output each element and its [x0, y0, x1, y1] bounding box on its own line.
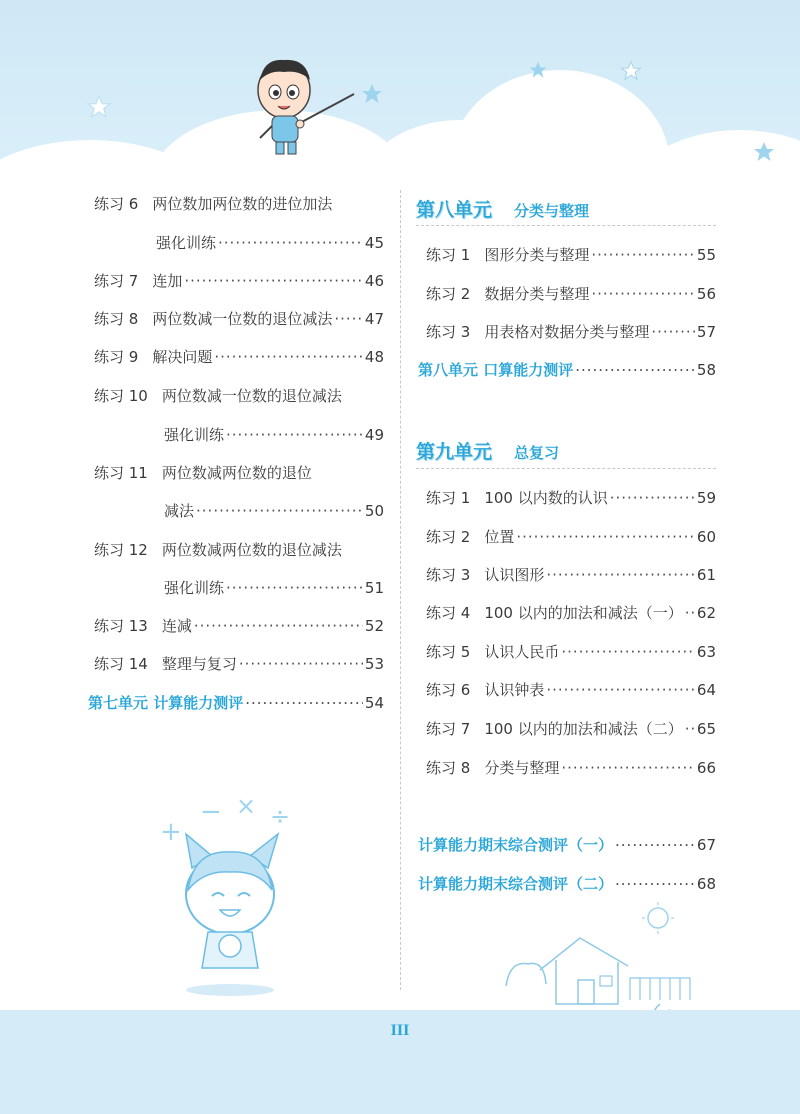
toc-entry[interactable]	[164, 424, 384, 445]
exercise-title: 解决问题	[152, 348, 213, 366]
page-number: 67	[696, 836, 716, 854]
page-number: 62	[696, 604, 716, 622]
toc-entry[interactable]	[426, 718, 716, 739]
exercise-title: 两位数减两位数的退位	[161, 464, 312, 482]
star-icon	[620, 60, 642, 82]
toc-entry[interactable]	[164, 577, 384, 598]
unit-test-entry[interactable]	[88, 692, 384, 713]
dot-leader	[575, 361, 695, 379]
exercise-number: 练习 12	[94, 541, 148, 559]
toc-entry[interactable]	[426, 641, 716, 662]
unit-title: 第八单元	[416, 199, 493, 221]
page-number: 64	[696, 681, 716, 699]
toc-entry[interactable]	[94, 346, 384, 367]
dot-leader	[214, 348, 363, 366]
page-number: 66	[696, 759, 716, 777]
toc-entry[interactable]	[94, 615, 384, 636]
page-number: 63	[696, 643, 716, 661]
star-icon	[528, 60, 548, 80]
page-number: 65	[696, 720, 716, 738]
exercise-number: 练习 6	[94, 195, 139, 213]
dot-leader	[196, 502, 363, 520]
toc-entry[interactable]	[164, 500, 384, 521]
toc-entry[interactable]	[94, 385, 384, 406]
exercise-number: 练习 3	[426, 323, 471, 341]
page-number: 53	[364, 655, 384, 673]
boy-teacher-illustration	[240, 50, 360, 160]
toc-entry[interactable]	[94, 193, 384, 214]
column-divider	[400, 190, 401, 990]
exercise-number: 练习 8	[94, 310, 139, 328]
final-test-entry[interactable]	[418, 873, 716, 894]
exercise-title: 两位数减一位数的退位减法	[152, 310, 333, 328]
dot-leader	[615, 836, 695, 854]
exercise-number: 练习 8	[426, 759, 471, 777]
dot-leader	[194, 617, 363, 635]
toc-entry[interactable]	[94, 308, 384, 329]
page-number: 59	[696, 489, 716, 507]
section-rule	[416, 468, 716, 469]
dot-leader	[615, 875, 695, 893]
toc-entry[interactable]	[94, 462, 384, 483]
toc-entry[interactable]	[426, 602, 716, 623]
page-number: 60	[696, 528, 716, 546]
dot-leader	[546, 566, 695, 584]
exercise-title: 减法	[164, 502, 195, 520]
exercise-number: 练习 13	[94, 617, 148, 635]
exercise-title: 两位数减两位数的退位减法	[161, 541, 342, 559]
unit-test-label: 第七单元 计算能力测评	[88, 694, 244, 712]
exercise-title: 图形分类与整理	[484, 246, 590, 264]
page-number: 52	[364, 617, 384, 635]
toc-entry[interactable]	[426, 679, 716, 700]
page-number: 50	[364, 502, 384, 520]
toc-entry[interactable]	[426, 244, 716, 265]
exercise-title: 强化训练	[164, 579, 225, 597]
page-number-roman: III	[390, 1022, 410, 1039]
dot-leader	[591, 285, 695, 303]
star-icon	[360, 82, 384, 106]
exercise-title: 认识人民币	[484, 643, 560, 661]
exercise-title: 两位数加两位数的进位加法	[152, 195, 333, 213]
exercise-title: 认识图形	[484, 566, 545, 584]
exercise-title: 连减	[161, 617, 192, 635]
exercise-title: 分类与整理	[484, 759, 560, 777]
page-number: 68	[696, 875, 716, 893]
exercise-title: 连加	[152, 272, 183, 290]
dot-leader	[245, 694, 363, 712]
unit-heading	[416, 195, 589, 222]
toc-entry[interactable]	[426, 564, 716, 585]
exercise-number: 练习 10	[94, 387, 148, 405]
dot-leader	[184, 272, 363, 290]
dot-leader	[561, 759, 695, 777]
exercise-title: 100 以内的加法和减法（二）	[484, 720, 683, 738]
unit-title: 第九单元	[416, 441, 493, 463]
toc-entry[interactable]	[94, 539, 384, 560]
dot-leader	[546, 681, 695, 699]
final-test-label: 计算能力期末综合测评（二）	[418, 875, 614, 893]
exercise-number: 练习 1	[426, 489, 471, 507]
dot-leader	[591, 246, 695, 264]
dot-leader	[334, 310, 363, 328]
toc-entry[interactable]	[94, 270, 384, 291]
svg-text:−: −	[200, 797, 222, 827]
toc-entry[interactable]	[94, 653, 384, 674]
dot-leader	[516, 528, 695, 546]
exercise-title: 数据分类与整理	[484, 285, 590, 303]
exercise-number: 练习 14	[94, 655, 148, 673]
exercise-number: 练习 11	[94, 464, 148, 482]
exercise-number: 练习 2	[426, 528, 471, 546]
dot-leader	[610, 489, 695, 507]
toc-entry[interactable]	[426, 487, 716, 508]
svg-text:+: +	[160, 817, 182, 847]
toc-entry[interactable]	[426, 526, 716, 547]
page-number: 45	[364, 234, 384, 252]
dot-leader	[239, 655, 363, 673]
toc-entry[interactable]	[426, 283, 716, 304]
exercise-number: 练习 2	[426, 285, 471, 303]
dot-leader	[685, 720, 695, 738]
page-number: 48	[364, 348, 384, 366]
exercise-number: 练习 7	[426, 720, 471, 738]
page-number: 54	[364, 694, 384, 712]
page-number: 55	[696, 246, 716, 264]
exercise-number: 练习 3	[426, 566, 471, 584]
exercise-title: 整理与复习	[161, 655, 237, 673]
toc-entry[interactable]	[156, 232, 384, 253]
toc-entry[interactable]	[426, 321, 716, 342]
dot-leader	[226, 579, 363, 597]
unit-subtitle: 分类与整理	[514, 202, 590, 220]
page-number: 51	[364, 579, 384, 597]
page-number: 58	[696, 361, 716, 379]
exercise-title: 认识钟表	[484, 681, 545, 699]
final-test-entry[interactable]	[418, 834, 716, 855]
page-number: 57	[696, 323, 716, 341]
page-number: 61	[696, 566, 716, 584]
exercise-number: 练习 4	[426, 604, 471, 622]
exercise-title: 强化训练	[164, 426, 225, 444]
final-test-label: 计算能力期末综合测评（一）	[418, 836, 614, 854]
unit-test-label: 第八单元 口算能力测评	[418, 361, 574, 379]
dot-leader	[561, 643, 695, 661]
unit-heading	[416, 437, 559, 464]
exercise-title: 用表格对数据分类与整理	[484, 323, 650, 341]
unit-test-entry[interactable]	[418, 359, 716, 380]
exercise-title: 100 以内的加法和减法（一）	[484, 604, 683, 622]
girl-illustration	[150, 790, 310, 1000]
exercise-title: 强化训练	[156, 234, 217, 252]
star-icon	[86, 94, 112, 120]
exercise-number: 练习 5	[426, 643, 471, 661]
page-number: 46	[364, 272, 384, 290]
exercise-title: 两位数减一位数的退位减法	[161, 387, 342, 405]
exercise-number: 练习 1	[426, 246, 471, 264]
dot-leader	[218, 234, 363, 252]
page-number: 47	[364, 310, 384, 328]
exercise-title: 100 以内数的认识	[484, 489, 608, 507]
toc-entry[interactable]	[426, 757, 716, 778]
exercise-number: 练习 9	[94, 348, 139, 366]
exercise-number: 练习 7	[94, 272, 139, 290]
unit-subtitle: 总复习	[514, 444, 560, 462]
dot-leader	[685, 604, 695, 622]
dot-leader	[651, 323, 695, 341]
svg-text:÷: ÷	[270, 802, 291, 830]
page-number: 49	[364, 426, 384, 444]
svg-text:×: ×	[236, 792, 257, 820]
dot-leader	[226, 426, 363, 444]
exercise-title: 位置	[484, 528, 515, 546]
section-rule	[416, 225, 716, 226]
exercise-number: 练习 6	[426, 681, 471, 699]
page-number: 56	[696, 285, 716, 303]
star-icon	[752, 140, 776, 164]
